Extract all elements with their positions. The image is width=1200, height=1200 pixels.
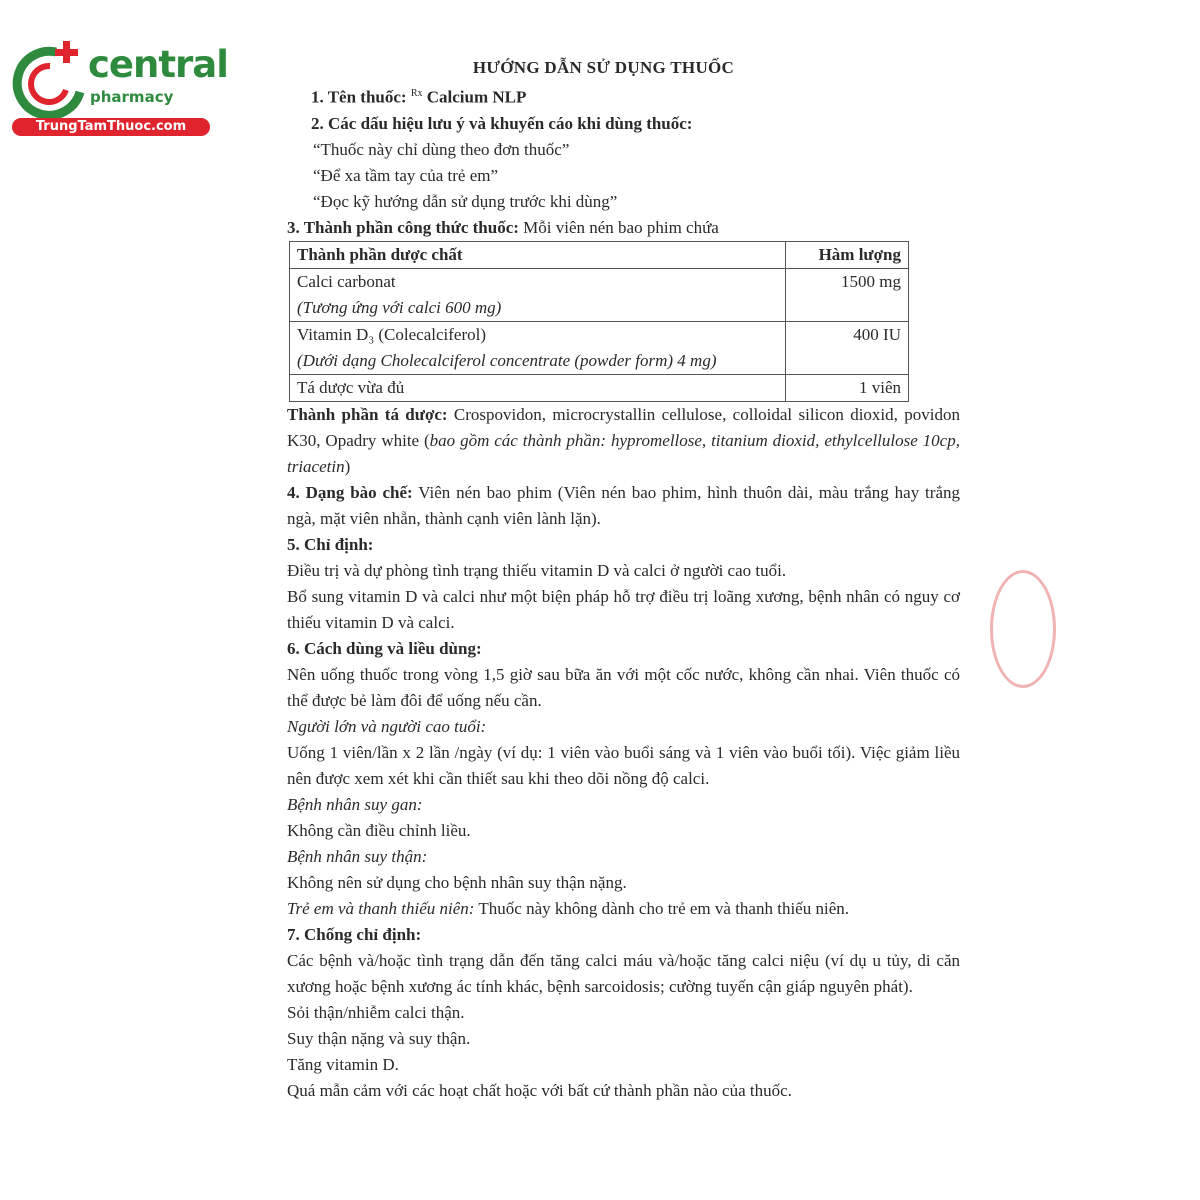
section-4: 4. Dạng bào chế: Viên nén bao phim (Viên nén bao phim, hình thuôn dài, màu trắng hay trắng ngà, mặt viên nhẵn, thành cạnh viên lành lặn). [287,482,960,528]
table-row: Vitamin D₃ (Colecalciferol) (Dưới dạng Cholecalciferol concentrate (powder form) 4 mg) 400 IU [290,321,909,374]
ingredients-table [289,241,909,402]
section-5-heading: 5. Chỉ định: [287,534,374,554]
paragraph: Trẻ em và thanh thiếu niên: Thuốc này không dành cho trẻ em và thanh thiếu niên. [287,898,849,918]
paragraph: Các bệnh và/hoặc tình trạng dẫn đến tăng calci máu và/hoặc tăng calci niệu (ví dụ u tủy, di căn xương hoặc bệnh xương ác tính khác, bệnh sarcoidosis; cường tuyến cận giáp nguyên phát). [287,950,960,996]
section-6-heading: 6. Cách dùng và liều dùng: [287,638,482,658]
logo-sub: pharmacy [90,88,174,106]
list-item: Quá mẫn cảm với các hoạt chất hoặc với bất cứ thành phần nào của thuốc. [287,1080,792,1100]
section-1: 1. Tên thuốc: $^{Rx}$ Calcium NLP [311,87,527,107]
section-7-heading: 7. Chống chỉ định: [287,924,422,944]
list-item: Sỏi thận/nhiễm calci thận. [287,1002,465,1022]
paragraph: Không nên sử dụng cho bệnh nhân suy thận nặng. [287,872,627,892]
paragraph: Bổ sung vitamin D và calci như một biện pháp hỗ trợ điều trị loãng xương, bệnh nhân có nguy cơ thiếu vitamin D và calci. [287,586,960,632]
page-title: HƯỚNG DẪN SỬ DỤNG THUỐC [472,58,735,77]
table-row: Calci carbonat (Tương ứng với calci 600 mg) 1500 mg [290,268,909,321]
excipients: Thành phần tá dược: Crospovidon, microcrystallin cellulose, colloidal silicon dioxid, povidon K30, Opadry white (bao gồm các thành phần: hypromellose, titanium dioxid, ethylcellulose 10cp, triacetin) [287,404,960,476]
table-header: Thành phần dược chất Hàm lượng [290,241,909,268]
subheading: Người lớn và người cao tuổi: [287,716,487,736]
table-row: Tá dược vừa đủ 1 viên [290,374,909,401]
warning-item: “Để xa tầm tay của trẻ em” [313,165,499,185]
paragraph: Điều trị và dự phòng tình trạng thiếu vitamin D và calci ở người cao tuổi. [287,560,787,580]
logo-site: TrungTamThuoc.com [12,118,210,136]
logo-brand: central [88,43,228,86]
section-3: 3. Thành phần công thức thuốc: Mỗi viên nén bao phim chứa [287,217,719,237]
section-2-heading: 2. Các dấu hiệu lưu ý và khuyến cáo khi dùng thuốc: [311,113,693,133]
warning-item: “Đọc kỹ hướng dẫn sử dụng trước khi dùng” [313,191,618,211]
warning-item: “Thuốc này chỉ dùng theo đơn thuốc” [313,139,570,159]
subheading: Bệnh nhân suy gan: [287,794,423,814]
paragraph: Nên uống thuốc trong vòng 1,5 giờ sau bữa ăn với một cốc nước, không cần nhai. Viên thuốc có thể được bẻ làm đôi để uống nếu cần. [287,664,960,710]
list-item: Suy thận nặng và suy thận. [287,1028,471,1048]
list-item: Tăng vitamin D. [287,1054,399,1074]
subheading: Bệnh nhân suy thận: [287,846,428,866]
paragraph: Không cần điều chỉnh liều. [287,820,471,840]
document [287,55,960,1104]
stamp-icon [990,570,1056,688]
paragraph: Uống 1 viên/lần x 2 lần /ngày (ví dụ: 1 viên vào buổi sáng và 1 viên vào buổi tối). Việc giảm liều nên được xem xét khi cần thiết sau khi theo dõi nồng độ calci. [287,742,960,788]
